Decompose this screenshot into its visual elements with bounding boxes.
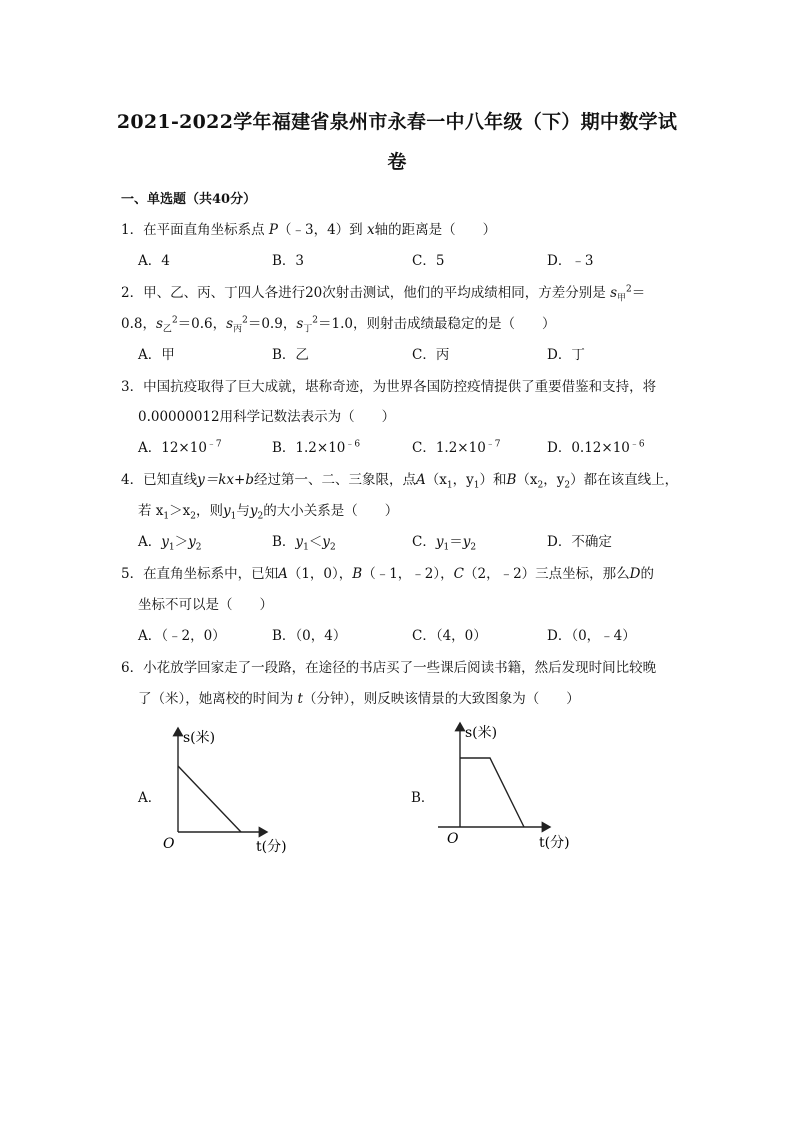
question-5-stem-line1: 5．在直角坐标系中，已知A（1，0），B（﹣1，﹣2），C（2，﹣2）三点坐标，那么D的: [121, 566, 654, 582]
page-title-continued: 卷: [387, 151, 407, 173]
question-2-option-a[interactable]: A．甲: [138, 347, 175, 363]
graph-b-origin: O: [447, 831, 459, 847]
question-3-option-c[interactable]: C．$1.2\times 10^{﹣7}$: [412, 439, 501, 456]
question-3-option-b[interactable]: B．$1.2\times 10^{﹣6}$: [272, 439, 361, 456]
graph-a: [155, 722, 305, 867]
page-title: 2021-2022学年福建省泉州市永春一中八年级（下）期中数学试: [116, 111, 678, 133]
question-1-option-c[interactable]: C．5: [412, 253, 445, 269]
question-1-option-a[interactable]: A．4: [138, 253, 170, 269]
graph-a-line: [178, 766, 241, 832]
graph-a-origin: O: [163, 836, 175, 852]
question-5-stem-line2: 坐标不可以是（ ）: [138, 597, 273, 613]
question-3-stem-line1: 3．中国抗疫取得了巨大成就，堪称奇迹，为世界各国防控疫情提供了重要借鉴和支持，将: [121, 379, 657, 395]
question-6-stem-line2: 了（米），她离校的时间为 t（分钟），则反映该情景的大致图象为（ ）: [138, 691, 580, 707]
question-1-stem: 1．在平面直角坐标系点 P（﹣3，4）到 x轴的距离是（ ）: [121, 222, 497, 238]
question-3-option-a[interactable]: A．$12\times 10^{﹣7}$: [138, 439, 222, 456]
graph-b-line: [460, 758, 524, 827]
question-5-option-b[interactable]: B．（0，4）: [272, 628, 347, 644]
question-2-option-c[interactable]: C．丙: [412, 347, 450, 363]
question-4-option-c[interactable]: C．$y_1=y_2$: [412, 534, 477, 553]
graph-b-y-label: s(米): [465, 725, 498, 741]
question-1-option-b[interactable]: B．3: [272, 253, 305, 269]
question-5-option-a[interactable]: A．（﹣2，0）: [138, 628, 226, 644]
question-3-option-d[interactable]: D．$0.12\times 10^{﹣6}$: [547, 439, 645, 456]
question-4-stem-line1: 4．已知直线y＝kx+b经过第一、二、三象限，点$A(x_1$，$y_1$）和$B(x_2$，$y_2$）都在该直线上，: [121, 472, 679, 491]
question-4-option-a[interactable]: A．$y_1>y_2$: [138, 534, 202, 553]
question-3-stem-line2: 0.00000012用科学记数法表示为（ ）: [138, 409, 396, 425]
question-6-option-a[interactable]: A．: [138, 790, 162, 806]
question-4-stem-line2: 若 $x_1>x_2$，则$y_1$与$y_2$的大小关系是（ ）: [138, 503, 399, 522]
graph-a-y-label: s(米): [183, 730, 216, 746]
graph-b: [438, 717, 588, 862]
question-4-option-d[interactable]: D．不确定: [547, 534, 612, 550]
graph-b-x-label: t(分): [539, 835, 570, 851]
question-5-option-d[interactable]: D．（0，﹣4）: [547, 628, 636, 644]
section-heading: 一、单选题（共40分）: [121, 192, 257, 207]
question-2-stem-line2: 0.8，$s_乙^2=0.6$，$s_丙^2=0.9$，$s_丁^2=1.0$，则射击成绩最稳定的是（ ）: [121, 315, 556, 335]
question-5-option-c[interactable]: C．（4，0）: [412, 628, 487, 644]
question-6-option-b[interactable]: B．: [411, 790, 435, 806]
question-2-option-d[interactable]: D．丁: [547, 347, 585, 363]
question-2-option-b[interactable]: B．乙: [272, 347, 309, 363]
question-2-stem-line1: 2．甲、乙、丙、丁四人各进行20次射击测试，他们的平均成绩相同，方差分别是 $s_甲^2=$: [121, 284, 646, 304]
question-1-option-d[interactable]: D．﹣3: [547, 253, 594, 269]
graph-a-x-label: t(分): [256, 839, 287, 855]
question-6-stem-line1: 6．小花放学回家走了一段路，在途径的书店买了一些课后阅读书籍，然后发现时间比较晚: [121, 660, 657, 676]
question-4-option-b[interactable]: B．$y_1<y_2$: [272, 534, 336, 553]
